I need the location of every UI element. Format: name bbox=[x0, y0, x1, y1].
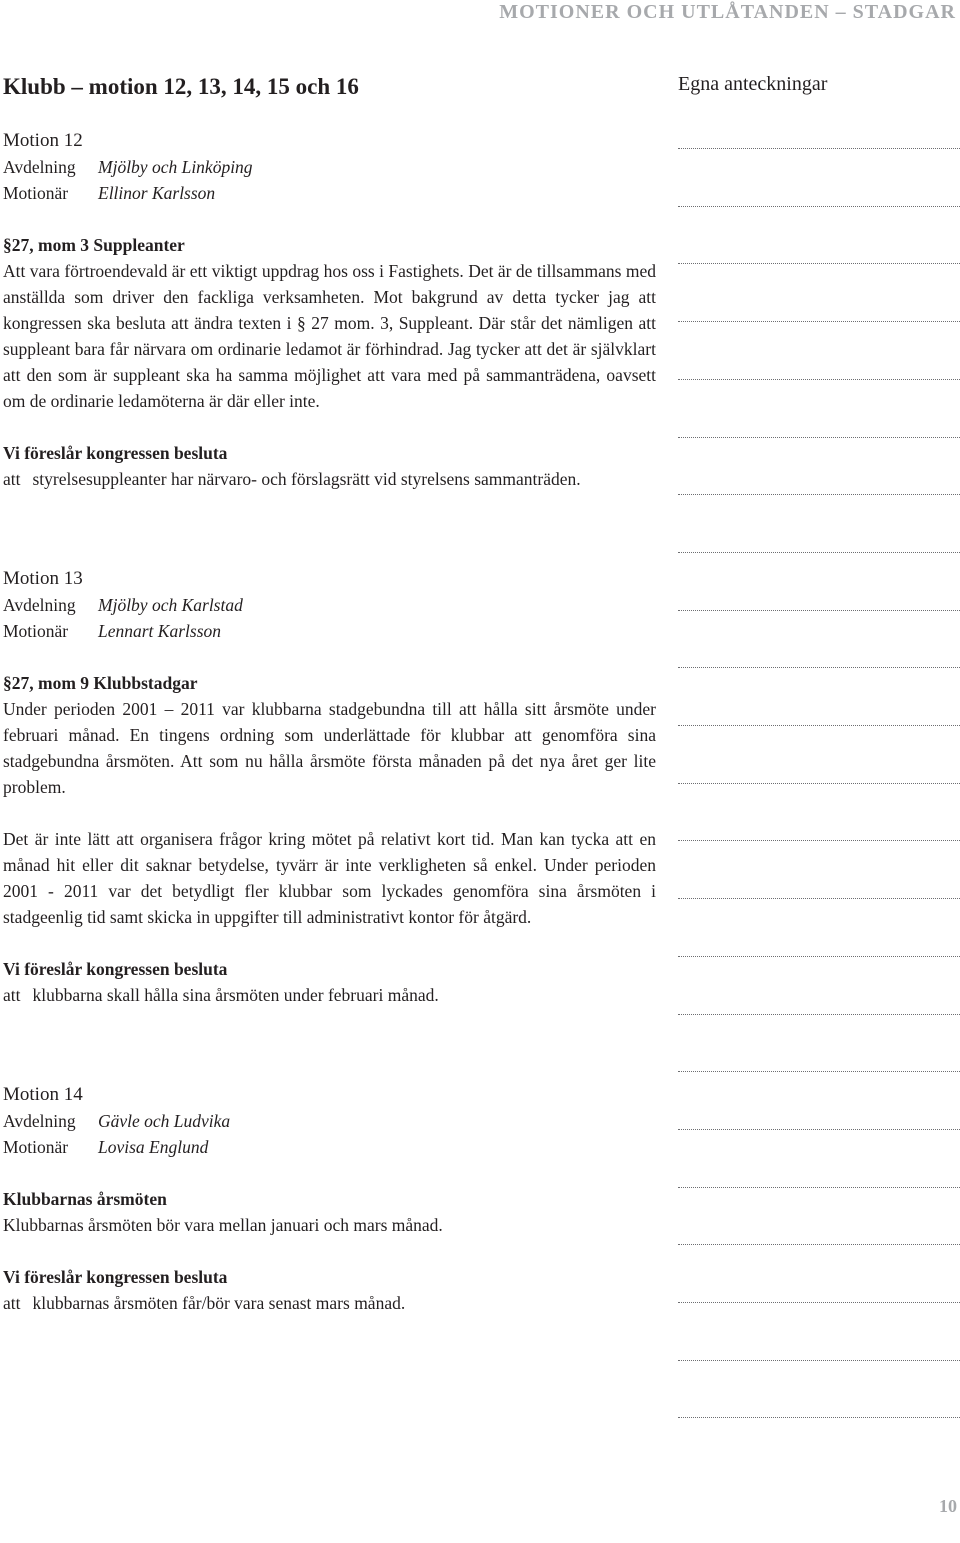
note-line bbox=[678, 1187, 960, 1188]
motion-13 bbox=[3, 566, 656, 1008]
motion-12 bbox=[3, 128, 656, 492]
proposal-heading: Vi föreslår kongressen besluta bbox=[3, 959, 228, 979]
avdelning-label: Avdelning bbox=[3, 157, 76, 177]
motionar-label: Motionär bbox=[3, 183, 69, 203]
note-line bbox=[678, 494, 960, 495]
note-line bbox=[678, 956, 960, 957]
note-line bbox=[678, 1360, 960, 1361]
note-line bbox=[678, 437, 960, 438]
page-number: 10 bbox=[939, 1496, 957, 1516]
att-text: klubbarna skall hålla sina årsmöten under februari månad. bbox=[32, 985, 439, 1005]
motionar-value: Lovisa Englund bbox=[98, 1137, 209, 1157]
motionar-row bbox=[3, 180, 656, 206]
note-line bbox=[678, 610, 960, 611]
att-keyword: att bbox=[3, 469, 21, 489]
att-text: klubbarnas årsmöten får/bör vara senast mars månad. bbox=[32, 1293, 406, 1313]
note-line bbox=[678, 898, 960, 899]
motionar-value: Ellinor Karlsson bbox=[98, 183, 216, 203]
note-line bbox=[678, 206, 960, 207]
avdelning-label: Avdelning bbox=[3, 1111, 76, 1131]
motion-paragraph: Att vara förtroendevald är ett viktigt uppdrag hos oss i Fastighets. Det är de tillsammans med anställda som driver den fackliga verksamheten. Mot bakgrund av detta tycker jag att kongressen ska besluta att ändra texten i § 27 mom. 3, Suppleant. Där står det nämligen att suppleant bara får närvara om ordinarie ledamot är förhindrad. Jag tycker att det är självklart att den som är suppleant ska ha samma möjlighet att vara med på sammanträdena, oavsett om de ordinarie ledamöterna är där eller inte. bbox=[3, 261, 656, 411]
proposal-heading: Vi föreslår kongressen besluta bbox=[3, 1267, 228, 1287]
note-line bbox=[678, 1244, 960, 1245]
motion-title: Motion 14 bbox=[3, 1084, 83, 1105]
motion-14 bbox=[3, 1082, 656, 1316]
motion-paragraph: Det är inte lätt att organisera frågor kring mötet på relativt kort tid. Man kan tycka att en månad hit eller dit saknar betydelse, tyvärr är inte verkligheten så enkel. Under perioden 2001 - 2011 var det betydligt fler klubbar som lyckades genomföra sina årsmöten i stadgeenlig tid samt skicka in uppgifter till administrativt kontor för åtgärd. bbox=[3, 829, 656, 927]
avdelning-row bbox=[3, 154, 656, 180]
note-line bbox=[678, 148, 960, 149]
motion-title: Motion 12 bbox=[3, 130, 83, 151]
att-clause bbox=[3, 1290, 656, 1316]
note-line bbox=[678, 1302, 960, 1303]
note-line bbox=[678, 667, 960, 668]
avdelning-row bbox=[3, 1108, 656, 1134]
att-keyword: att bbox=[3, 985, 21, 1005]
note-line bbox=[678, 263, 960, 264]
note-line bbox=[678, 1417, 960, 1418]
page-title: Klubb – motion 12, 13, 14, 15 och 16 bbox=[3, 74, 359, 99]
notes-heading: Egna anteckningar bbox=[678, 73, 828, 95]
avdelning-value: Mjölby och Karlstad bbox=[98, 595, 243, 615]
note-line bbox=[678, 1014, 960, 1015]
note-line bbox=[678, 1129, 960, 1130]
proposal-heading: Vi föreslår kongressen besluta bbox=[3, 443, 228, 463]
motionar-label: Motionär bbox=[3, 1137, 69, 1157]
note-line bbox=[678, 379, 960, 380]
avdelning-row bbox=[3, 592, 656, 618]
avdelning-value: Mjölby och Linköping bbox=[98, 157, 253, 177]
motion-heading: Klubbarnas årsmöten bbox=[3, 1189, 167, 1209]
att-clause bbox=[3, 466, 656, 492]
note-line bbox=[678, 321, 960, 322]
att-clause bbox=[3, 982, 656, 1008]
note-line bbox=[678, 725, 960, 726]
motion-title: Motion 13 bbox=[3, 568, 83, 589]
motionar-row bbox=[3, 618, 656, 644]
note-line bbox=[678, 552, 960, 553]
note-line bbox=[678, 1071, 960, 1072]
note-line bbox=[678, 783, 960, 784]
motion-heading: §27, mom 3 Suppleanter bbox=[3, 235, 185, 255]
att-keyword: att bbox=[3, 1293, 21, 1313]
motionar-row bbox=[3, 1134, 656, 1160]
running-header: MOTIONER OCH UTLÅTANDEN – STADGAR bbox=[499, 1, 956, 23]
avdelning-label: Avdelning bbox=[3, 595, 76, 615]
motionar-label: Motionär bbox=[3, 621, 69, 641]
motionar-value: Lennart Karlsson bbox=[98, 621, 222, 641]
avdelning-value: Gävle och Ludvika bbox=[98, 1111, 231, 1131]
att-text: styrelsesuppleanter har närvaro- och förslagsrätt vid styrelsens sammanträden. bbox=[32, 469, 581, 489]
motion-paragraph: Klubbarnas årsmöten bör vara mellan januari och mars månad. bbox=[3, 1215, 443, 1235]
motion-paragraph: Under perioden 2001 – 2011 var klubbarna stadgebundna till att hålla sitt årsmöte under februari månad. En tingens ordning som underlättade för klubbar att genomföra sina stadgebundna årsmöten. Att som nu hålla årsmöte första månaden på det nya året ger lite problem. bbox=[3, 699, 656, 797]
motion-heading: §27, mom 9 Klubbstadgar bbox=[3, 673, 198, 693]
note-line bbox=[678, 840, 960, 841]
